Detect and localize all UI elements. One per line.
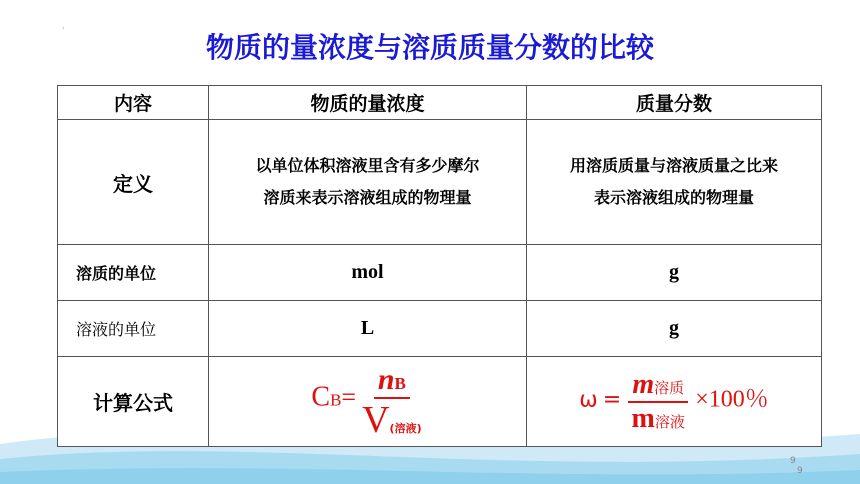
table-row-solute-unit [58, 245, 822, 301]
molarity-formula [311, 362, 423, 441]
label-solution-unit: 溶液的单位 [58, 301, 209, 357]
formula-molarity [209, 357, 527, 447]
table-header-row [58, 86, 822, 120]
massfrac-den-m: m [631, 402, 655, 434]
definition-molarity-line1: 以单位体积溶液里含有多少摩尔 [255, 156, 480, 175]
solution-unit-mass-fraction: g [527, 301, 822, 357]
definition-molarity-line2: 溶质来表示溶液组成的物理量 [263, 188, 472, 207]
header-molarity: 物质的量浓度 [209, 86, 527, 120]
page-number-upper: 9 [790, 456, 796, 466]
molarity-den-v: V [362, 398, 390, 441]
massfrac-den-sub: 溶液 [654, 412, 685, 431]
massfrac-equals: = [602, 387, 622, 412]
definition-mass-fraction [527, 120, 822, 245]
mass-fraction-formula [579, 368, 769, 434]
definition-molarity [209, 120, 527, 245]
massfrac-numerator [628, 368, 688, 403]
header-mass-fraction: 质量分数 [527, 86, 822, 120]
label-definition: 定义 [58, 120, 209, 245]
header-content: 内容 [58, 86, 209, 120]
massfrac-lhs: ω [579, 387, 598, 412]
molarity-den-sub: (溶液) [389, 421, 422, 435]
page-number-lower: 9 [797, 466, 803, 476]
molarity-num-sub: B [394, 373, 406, 393]
massfrac-num-m: m [632, 368, 655, 400]
molarity-num-n: n [377, 362, 395, 396]
massfrac-times: ×100％ [695, 386, 769, 412]
massfrac-fraction [628, 368, 688, 434]
table-row-solution-unit [58, 301, 822, 357]
corner-mark: · [62, 24, 65, 33]
label-solute-unit: 溶质的单位 [58, 245, 209, 301]
molarity-equals: = [341, 382, 357, 412]
molarity-lhs-sub: B [330, 390, 342, 410]
definition-massfrac-line2: 表示溶液组成的物理量 [593, 188, 754, 207]
massfrac-denominator [632, 403, 685, 433]
molarity-denominator [362, 399, 422, 439]
massfrac-num-sub: 溶质 [654, 378, 685, 397]
molarity-lhs: C [311, 381, 331, 413]
table-row-definition [58, 120, 822, 245]
comparison-table [57, 85, 822, 447]
solute-unit-molarity: mol [209, 245, 527, 301]
formula-mass-fraction [527, 357, 822, 447]
table-row-formula [58, 357, 822, 447]
slide-title: 物质的量浓度与溶质质量分数的比较 [205, 31, 654, 64]
definition-massfrac-line1: 用溶质质量与溶液质量之比来 [569, 156, 778, 175]
molarity-fraction [362, 362, 422, 441]
solution-unit-molarity: L [209, 301, 527, 357]
molarity-numerator [374, 362, 410, 399]
label-formula: 计算公式 [58, 357, 209, 447]
solute-unit-mass-fraction: g [527, 245, 822, 301]
